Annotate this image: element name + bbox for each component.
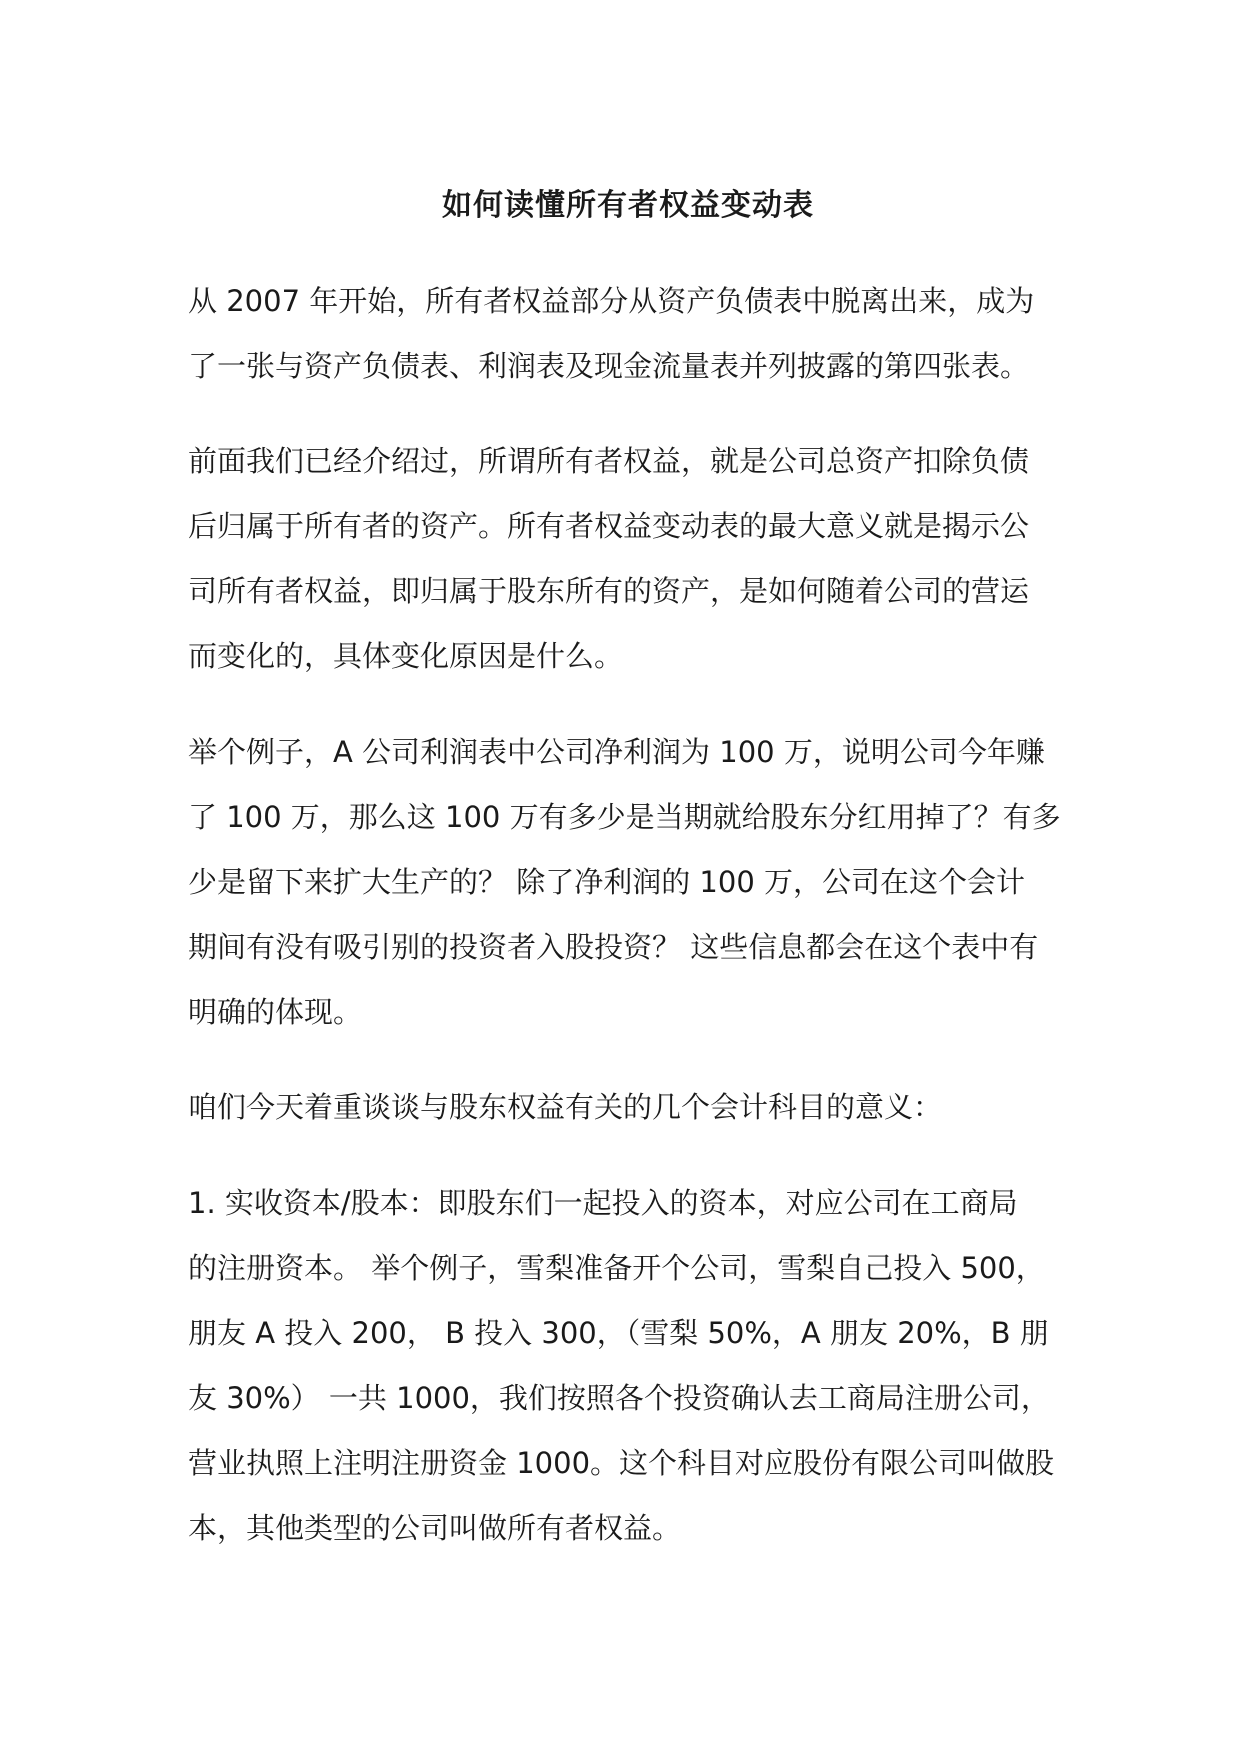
document-title: 如何读懂所有者权益变动表 xyxy=(442,188,814,223)
text-line: 营业执照上注明注册资金 1000。这个科目对应股份有限公司叫做股 xyxy=(188,1446,1055,1480)
text-line: 1. 实收资本/股本：即股东们一起投入的资本，对应公司在工商局 xyxy=(188,1186,1018,1220)
text-line: 少是留下来扩大生产的？ 除了净利润的 100 万，公司在这个会计 xyxy=(188,865,1026,899)
paragraph-2 xyxy=(188,429,1068,689)
paragraph-5 xyxy=(188,1171,1068,1561)
text-line: 期间有没有吸引别的投资者入股投资？ 这些信息都会在这个表中有 xyxy=(188,930,1039,964)
text-line: 举个例子，A 公司利润表中公司净利润为 100 万，说明公司今年赚 xyxy=(188,735,1045,769)
text-line: 司所有者权益，即归属于股东所有的资产，是如何随着公司的营运 xyxy=(188,574,1030,608)
text-line: 了 100 万，那么这 100 万有多少是当期就给股东分红用掉了？有多 xyxy=(188,800,1061,834)
text-line: 的注册资本。 举个例子，雪梨准备开个公司，雪梨自己投入 500， xyxy=(188,1251,1045,1285)
text-line: 从 2007 年开始，所有者权益部分从资产负债表中脱离出来，成为 xyxy=(188,284,1035,318)
text-line: 而变化的，具体变化原因是什么。 xyxy=(188,639,624,673)
paragraph-3 xyxy=(188,720,1068,1045)
text-line: 友 30%） 一共 1000，我们按照各个投资确认去工商局注册公司， xyxy=(188,1381,1050,1415)
text-line: 明确的体现。 xyxy=(188,995,363,1029)
text-line: 咱们今天着重谈谈与股东权益有关的几个会计科目的意义： xyxy=(188,1090,943,1124)
text-line: 前面我们已经介绍过，所谓所有者权益，就是公司总资产扣除负债 xyxy=(188,444,1030,478)
paragraph-1 xyxy=(188,269,1068,399)
text-line: 朋友 A 投入 200， B 投入 300，（雪梨 50%，A 朋友 20%，B 朋 xyxy=(188,1316,1049,1350)
paragraph-4 xyxy=(188,1075,1068,1140)
text-line: 了一张与资产负债表、利润表及现金流量表并列披露的第四张表。 xyxy=(188,349,1030,383)
text-line: 后归属于所有者的资产。所有者权益变动表的最大意义就是揭示公 xyxy=(188,509,1030,543)
text-line: 本，其他类型的公司叫做所有者权益。 xyxy=(188,1511,682,1545)
